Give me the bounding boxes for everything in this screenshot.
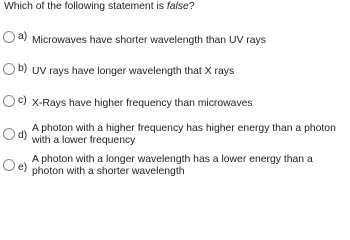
question-suffix: ? [188, 1, 195, 12]
option-c-radio[interactable] [3, 95, 15, 107]
question-emphasis: false [166, 1, 189, 12]
option-a-text: Microwaves have shorter wavelength than UV rays [32, 35, 266, 46]
option-c-text: X-Rays have higher frequency than microwaves [32, 98, 253, 109]
option-d-radio[interactable] [3, 128, 15, 140]
option-c[interactable] [3, 90, 348, 118]
option-a-letter: a) [18, 31, 28, 42]
option-e-radio[interactable] [3, 159, 15, 171]
option-a-radio[interactable] [3, 31, 15, 43]
option-b[interactable] [3, 58, 348, 86]
option-d-text: A photon with a higher frequency has higher energy than a photon with a lower frequency [32, 123, 336, 146]
option-e-letter: e) [18, 162, 28, 173]
option-c-letter: c) [18, 95, 27, 106]
option-a[interactable] [3, 26, 348, 54]
option-b-letter: b) [18, 63, 28, 74]
question-prefix: Which of the following statement is [4, 1, 167, 12]
option-b-text: UV rays have longer wavelength that X rays [32, 66, 235, 77]
option-d-letter: d) [18, 130, 28, 141]
option-e-text: A photon with a longer wavelength has a lower energy than a photon with a shorter wavelength [32, 154, 313, 177]
option-b-radio[interactable] [3, 63, 15, 75]
question-text [4, 1, 346, 13]
option-e[interactable] [3, 153, 348, 181]
option-d[interactable] [3, 122, 348, 150]
